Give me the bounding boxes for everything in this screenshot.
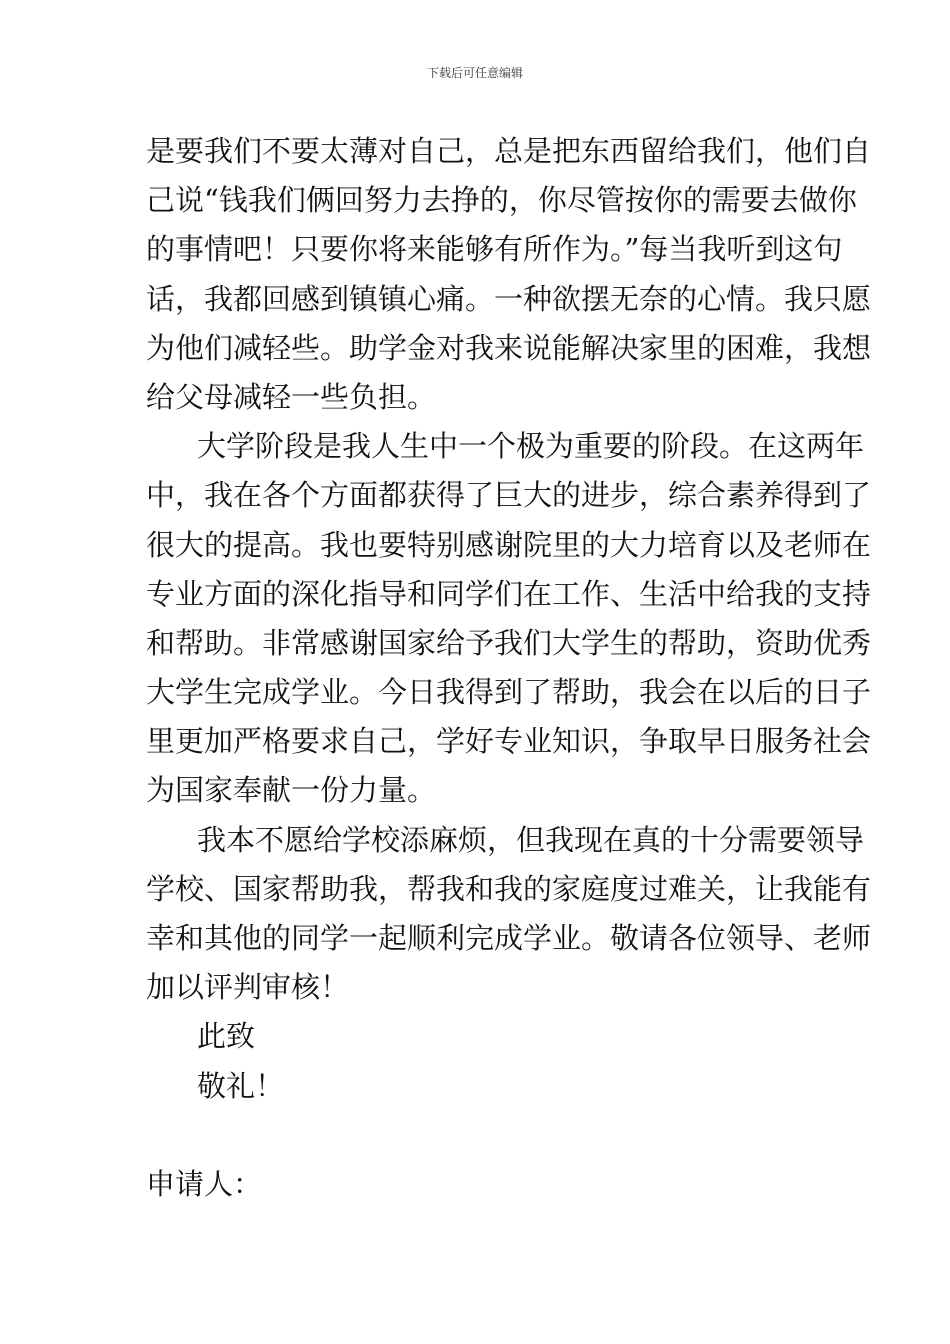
text-line: 学校、国家帮助我，帮我和我的家庭度过难关，让我能有	[146, 871, 872, 906]
closing-salutation: 此致	[197, 1019, 256, 1054]
applicant-label: 申请人：	[146, 1166, 263, 1201]
text-line: 加以评判审核！	[146, 970, 350, 1005]
text-line: 专业方面的深化指导和同学们在工作、生活中给我的支持	[146, 576, 872, 611]
text-line: 给父母减轻一些负担。	[146, 379, 437, 414]
paragraph-start-line: 我本不愿给学校添麻烦，但我现在真的十分需要领导	[197, 822, 865, 857]
text-line: 幸和其他的同学一起顺利完成学业。敬请各位领导、老师	[146, 921, 872, 955]
text-line: 己说“钱我们俩回努力去挣的，你尽管按你的需要去做你	[146, 183, 857, 218]
text-line: 为他们减轻些。助学金对我来说能解决家里的困难，我想	[146, 330, 872, 365]
text-line: 为国家奉献一份力量。	[146, 773, 437, 808]
text-line: 的事情吧！只要你将来能够有所作为。”每当我听到这句	[146, 232, 843, 267]
blank-line	[146, 1111, 806, 1160]
letter-body	[146, 127, 872, 1209]
text-line: 中，我在各个方面都获得了巨大的进步，综合素养得到了	[146, 478, 872, 513]
paragraph-start-line: 大学阶段是我人生中一个极为重要的阶段。在这两年	[197, 429, 865, 464]
text-line: 里更加严格要求自己，学好专业知识，争取早日服务社会	[146, 724, 872, 759]
text-line: 话，我都回感到镇镇心痛。一种欲摆无奈的心情。我只愿	[146, 281, 872, 316]
text-line: 是要我们不要太薄对自己，总是把东西留给我们，他们自	[146, 134, 872, 168]
text-line: 和帮助。非常感谢国家给予我们大学生的帮助，资助优秀	[146, 625, 872, 660]
closing-regards: 敬礼！	[197, 1068, 285, 1103]
text-line: 很大的提高。我也要特别感谢院里的大力培育以及老师在	[146, 527, 872, 562]
header-note: 下载后可任意编辑	[426, 66, 523, 80]
text-line: 大学生完成学业。今日我得到了帮助，我会在以后的日子	[146, 675, 872, 710]
